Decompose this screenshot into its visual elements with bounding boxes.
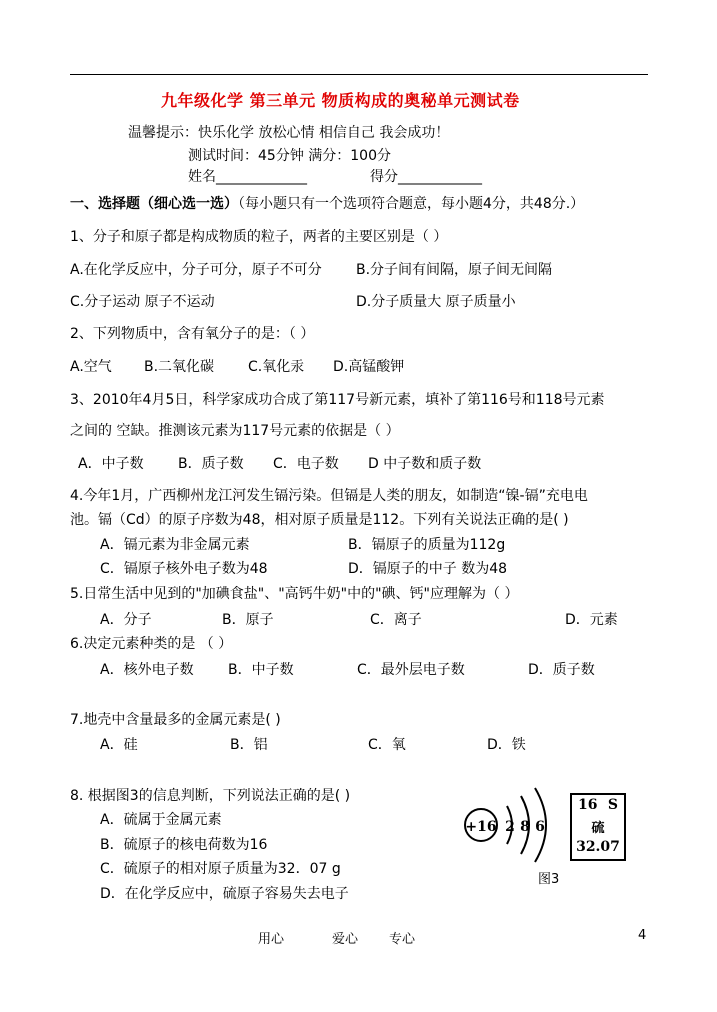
time-score-line: 测试时间：45分钟 满分：100分 — [188, 148, 391, 164]
option: D 中子数和质子数 — [368, 456, 482, 472]
option: A．硅 — [100, 737, 138, 753]
question-stem: 4.今年1月，广西柳州龙江河发生镉污染。但镉是人类的朋友，如制造“镍-镉”充电电 — [70, 488, 588, 504]
page-title: 九年级化学 第三单元 物质构成的奥秘单元测试卷 — [161, 91, 520, 110]
question-stem: 8. 根据图3的信息判断，下列说法正确的是( ) — [70, 788, 351, 804]
option: C．镉原子核外电子数为48 — [100, 561, 268, 577]
top-rule — [70, 74, 648, 75]
option: A．镉元素为非金属元素 — [100, 537, 250, 553]
shell-electrons-1: 2 — [505, 819, 515, 835]
option: A.在化学反应中，分子可分，原子不可分 — [70, 262, 322, 278]
element-number: 16 — [578, 797, 598, 813]
option: C.氧化汞 — [248, 359, 305, 375]
option: A．核外电子数 — [100, 662, 194, 678]
nucleus-charge: +16 — [465, 819, 497, 835]
name-field: 姓名_____________ — [188, 169, 307, 185]
question-stem: 池。镉（Cd）的原子序数为48，相对原子质量是112。下列有关说法正确的是( ) — [70, 512, 569, 528]
question-stem: 7.地壳中含量最多的金属元素是( ) — [70, 712, 281, 728]
option: D．元素 — [565, 612, 618, 628]
option: C．离子 — [370, 612, 422, 628]
option: D.分子质量大 原子质量小 — [356, 294, 516, 310]
footer-word: 爱心 — [332, 932, 359, 947]
figure-label: 图3 — [538, 872, 560, 887]
option: D．在化学反应中，硫原子容易失去电子 — [100, 886, 349, 902]
option: B．中子数 — [228, 662, 294, 678]
question-stem: 3、2010年4月5日，科学家成功合成了第117号新元素，填补了第116号和118号元素 — [70, 392, 605, 408]
section-title: 一、选择题（细心选一选） — [70, 196, 238, 212]
option: D.高锰酸钾 — [333, 359, 405, 375]
section-note: （每小题只有一个选项符合题意，每小题4分，共48分.） — [238, 196, 585, 212]
option: C．硫原子的相对原子质量为32．07 g — [100, 861, 341, 877]
section-heading — [70, 193, 584, 213]
tips-line: 温馨提示：快乐化学 放松心情 相信自己 我会成功！ — [128, 125, 450, 141]
option: C.分子运动 原子不运动 — [70, 294, 215, 310]
page-number: 4 — [638, 928, 647, 943]
option: B.二氧化碳 — [144, 359, 215, 375]
element-name: 硫 — [591, 821, 605, 836]
question-stem: 1、分子和原子都是构成物质的粒子，两者的主要区别是（ ） — [70, 229, 448, 245]
option: A．分子 — [100, 612, 152, 628]
question-stem: 2、下列物质中，含有氧分子的是：（ ） — [70, 326, 315, 342]
footer-word: 专心 — [389, 932, 416, 947]
option: B.分子间有间隔，原子间无间隔 — [356, 262, 553, 278]
score-field: 得分____________ — [370, 169, 482, 185]
option: C．电子数 — [273, 456, 339, 472]
option: D．镉原子的中子 数为48 — [348, 561, 508, 577]
option: C．最外层电子数 — [357, 662, 465, 678]
option: A．硫属于金属元素 — [100, 812, 222, 828]
footer-word: 用心 — [258, 932, 285, 947]
question-stem: 之间的 空缺。推测该元素为117号元素的依据是（ ） — [70, 423, 400, 439]
option: A．中子数 — [78, 456, 144, 472]
option: D．铁 — [487, 737, 526, 753]
option: D．质子数 — [528, 662, 595, 678]
element-card — [570, 793, 626, 861]
option: B．铝 — [230, 737, 268, 753]
question-stem: 5.日常生活中见到的"加碘食盐"、"高钙牛奶"中的"碘、钙"应理解为（ ） — [70, 586, 519, 602]
option: B．硫原子的核电荷数为16 — [100, 837, 268, 853]
shell-electrons-3: 6 — [535, 819, 545, 835]
shell-electrons-2: 8 — [520, 819, 530, 835]
option: B．质子数 — [178, 456, 244, 472]
option: C．氧 — [368, 737, 406, 753]
element-symbol: S — [607, 797, 618, 813]
option: A.空气 — [70, 359, 112, 375]
element-mass: 32.07 — [576, 839, 620, 855]
question-stem: 6.决定元素种类的是 （ ） — [70, 636, 233, 652]
option: B．原子 — [222, 612, 274, 628]
option: B．镉原子的质量为112g — [348, 537, 506, 553]
